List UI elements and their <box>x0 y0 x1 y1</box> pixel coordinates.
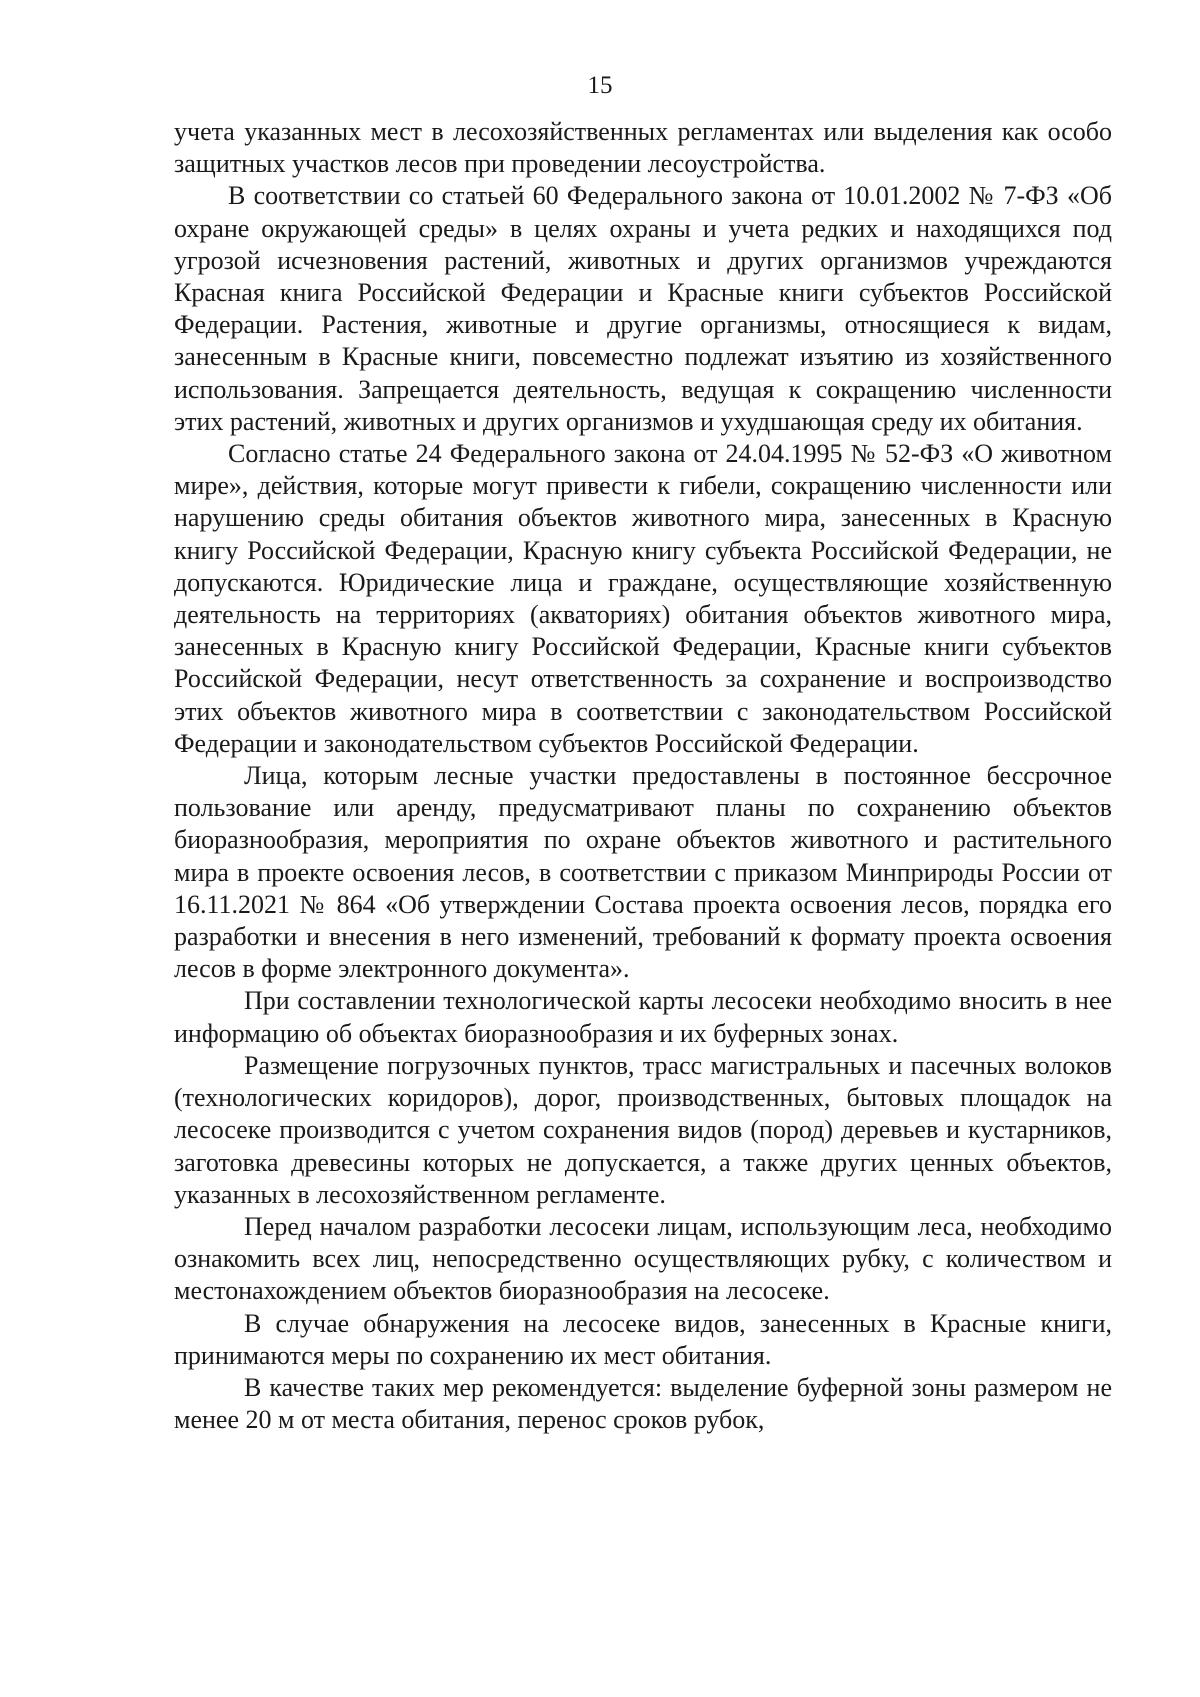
paragraph-loading-points: Размещение погрузочных пунктов, трасс магистральных и пасечных волоков (технологических коридоров), дорог, производственных, бытовых площадок на лесосеке производится с учетом сохранения видов (пород) деревьев и кустарников, заготовка древесины которых не допускается, а также других ценных объектов, указанных в лесохозяйственном регламенте. <box>174 1050 1112 1209</box>
paragraph-continuation: учета указанных мест в лесохозяйственных регламентах или выделения как особо защитных участков лесов при проведении лесоустройства. <box>174 117 1112 179</box>
paragraph-environment-law: В соответствии со статьей 60 Федерального закона от 10.01.2002 № 7-ФЗ «Об охране окружающей среды» в целях охраны и учета редких и находящихся под угрозой исчезновения растений, животных и других организмов учреждаются Красная книга Российской Федерации и Красные книги субъектов Российской Федерации. Растения, животные и другие организмы, относящиеся к видам, занесенным в Красные книги, повсеместно подлежат изъятию из хозяйственного использования. Запрещается деятельность, ведущая к сокращению численности этих растений, животных и других организмов и ухудшающая среду их обитания. <box>174 181 1112 436</box>
document-body <box>174 116 1112 1436</box>
paragraph-forest-users: Лица, которым лесные участки предоставлены в постоянное бессрочное пользование или аренду, предусматривают планы по сохранению объектов биоразнообразия, мероприятия по охране объектов животного и растительного мира в проекте освоения лесов, в соответствии с приказом Минприроды России от 16.11.2021 № 864 «Об утверждении Состава проекта освоения лесов, порядка его разработки и внесения в него изменений, требований к формату проекта освоения лесов в форме электронного документа». <box>174 761 1112 984</box>
paragraph-red-book-species: В случае обнаружения на лесосеке видов, занесенных в Красные книги, принимаются меры по сохранению их мест обитания. <box>174 1308 1112 1370</box>
page-number: 15 <box>587 72 613 99</box>
paragraph-technological-map: При составлении технологической карты лесосеки необходимо вносить в нее информацию об объектах биоразнообразия и их буферных зонах. <box>174 986 1112 1048</box>
paragraph-animal-world-law: Согласно статье 24 Федерального закона от 24.04.1995 № 52-ФЗ «О животном мире», действия, которые могут привести к гибели, сокращению численности или нарушению среды обитания объектов животного мира, занесенных в Красную книгу Российской Федерации, Красную книгу субъекта Российской Федерации, не допускаются. Юридические лица и граждане, осуществляющие хозяйственную деятельность на территориях (акваториях) обитания объектов животного мира, занесенных в Красную книгу Российской Федерации, Красные книги субъектов Российской Федерации, несут ответственность за сохранение и воспроизводство этих объектов животного мира в соответствии с законодательством Российской Федерации и законодательством субъектов Российской Федерации. <box>174 439 1112 758</box>
paragraph-recommended-measures: В качестве таких мер рекомендуется: выделение буферной зоны размером не менее 20 м от места обитания, перенос сроков рубок, <box>174 1372 1112 1435</box>
paragraph-before-logging: Перед началом разработки лесосеки лицам, использующим леса, необходимо ознакомить всех лиц, непосредственно осуществляющих рубку, с количеством и местонахождением объектов биоразнообразия на лесосеке. <box>174 1211 1112 1306</box>
